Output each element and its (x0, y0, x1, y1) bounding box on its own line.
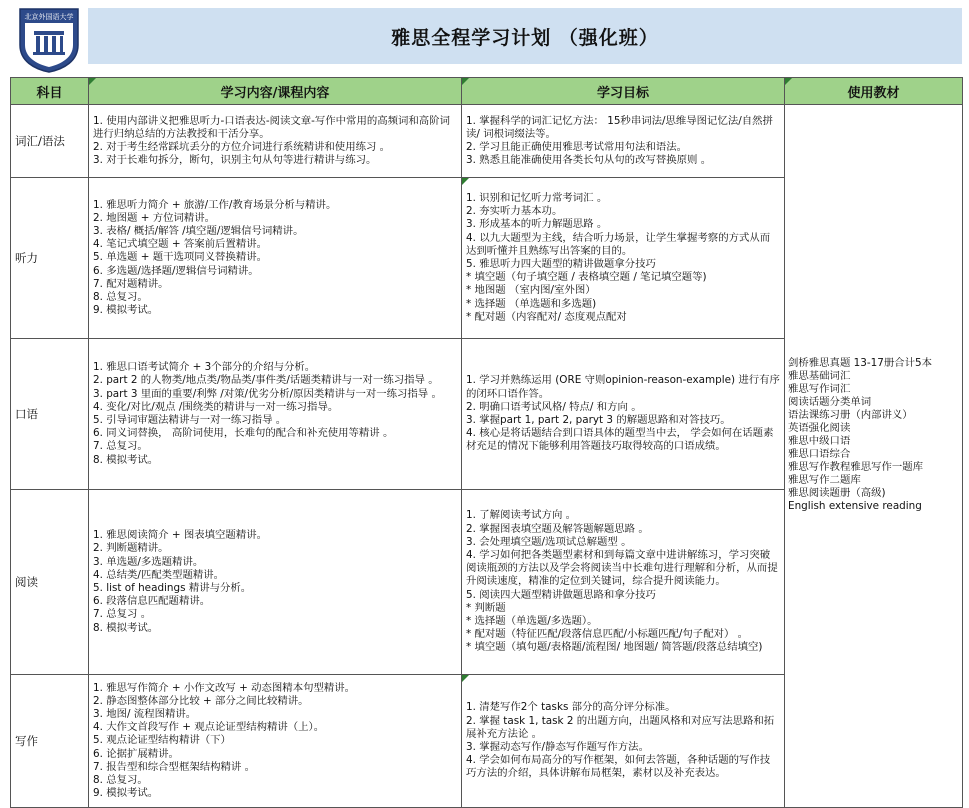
materials-cell (785, 105, 963, 808)
list-item: 4. 大作文首段写作 + 观点论证型结构精讲（上）。 (93, 721, 325, 734)
list-item: 3. 掌握动态写作/静态写作题写作方法。 (466, 741, 649, 753)
column-header-content: 学习内容/课程内容 (89, 78, 462, 105)
content-cell (89, 105, 462, 178)
cell-marker-icon (462, 78, 469, 85)
list-item: 雅思中级口语 (788, 435, 851, 447)
list-item: 8. 总复习。 (93, 291, 148, 303)
list-item: 7. 报告型和综合型框架结构精讲 。 (93, 760, 255, 773)
list-item: 3. 表格/ 概括/解答 /填空题/逻辑信号词精讲。 (93, 224, 304, 237)
content-cell (89, 178, 462, 339)
list-item: 2. 掌握图表填空题及解答题解题思路 。 (466, 522, 649, 535)
table-header-row (11, 78, 963, 105)
table-row (11, 105, 963, 178)
cell-marker-icon (89, 78, 96, 85)
list-item: 6. 论据扩展精讲。 (93, 747, 179, 760)
list-item: 8. 总复习。 (93, 774, 148, 786)
list-item: 5. 阅读四大题型精讲做题思路和拿分技巧 (466, 588, 656, 601)
list-item: 2. 静态图整体部分比较 + 部分之间比较精讲。 (93, 694, 309, 707)
list-item: 雅思阅读题册（高级) (788, 487, 886, 499)
list-item: * 地图题 （室内图/室外图） (466, 284, 596, 297)
list-item: 2. 夯实听力基本功。 (466, 205, 563, 218)
list-item: 6. 同义词替换， 高阶词使用，长难句的配合和补充使用等精讲 。 (93, 427, 394, 440)
goals-cell (462, 339, 785, 490)
list-item: * 填空题（句子填空题 / 表格填空题 / 笔记填空题等) (466, 271, 707, 284)
subject-cell: 听力 (11, 178, 89, 339)
goals-cell (462, 490, 785, 675)
goals-cell (462, 178, 785, 339)
list-item: 5. 引导词审题法精讲与一对一练习指导 。 (93, 414, 287, 426)
list-item: 3. 地图/ 流程图精讲。 (93, 707, 197, 720)
list-item: 1. 掌握科学的词汇记忆方法： 15秒串词法/思维导图记忆法/自然拼读/ 词根词缀法等。 (466, 114, 773, 140)
list-item: 3. 对于长难句拆分，断句，识别主句从句等进行精讲与练习。 (93, 154, 377, 167)
list-item: 1. 雅思听力简介 + 旅游/工作/教育场景分析与精讲。 (93, 198, 337, 211)
materials-list (788, 357, 959, 513)
list-item: 1. 雅思口语考试简介 + 3个部分的介绍与分析。 (93, 361, 316, 374)
goals-cell (462, 105, 785, 178)
list-item: 雅思写作二题库 (788, 474, 861, 486)
list-item: 3. 掌握part 1, part 2, paryt 3 的解题思路和对答技巧。 (466, 414, 731, 426)
list-item: 雅思写作词汇 (788, 383, 851, 395)
cell-marker-icon (462, 675, 469, 682)
title-band (88, 8, 962, 64)
list-item: * 配对题（内容配对/ 态度观点配对 (466, 310, 627, 323)
list-item: 3. part 3 里面的重要/利弊 /对策/优劣分析/原因类精讲与一对一练习指导 。 (93, 387, 442, 400)
subject-cell: 阅读 (11, 490, 89, 675)
list-item: 雅思写作教程雅思写作一题库 (788, 461, 924, 473)
list-item: 9. 模拟考试。 (93, 787, 159, 800)
list-item: 1. 学习并熟练运用 (ORE 守则opinion-reason-example) 进行有序的闭环口语作答。 (466, 374, 780, 400)
list-item: 3. 熟悉且能准确使用各类长句从句的改写替换原则 。 (466, 154, 712, 167)
list-item: 1. 了解阅读考试方向 。 (466, 509, 577, 522)
list-item: 2. part 2 的人物类/地点类/物品类/事件类/话题类精讲与一对一练习指导 。 (93, 374, 439, 387)
cell-marker-icon (785, 78, 792, 85)
list-item: 1. 雅思阅读简介 + 图表填空题精讲。 (93, 529, 267, 542)
column-header-goals: 学习目标 (462, 78, 785, 105)
study-plan-table (10, 77, 963, 808)
logo-text: 北京外国语大学 (24, 13, 74, 21)
list-item: 3. 单选题/多选题精讲。 (93, 555, 204, 568)
content-cell (89, 339, 462, 490)
column-header-subject: 科目 (11, 78, 89, 105)
list-item: * 选择题（单选题/多选题）。 (466, 615, 598, 627)
list-item: 8. 模拟考试。 (93, 453, 159, 466)
list-item: 4. 笔记式填空题 + 答案前后置精讲。 (93, 238, 267, 251)
list-item: 5. 观点论证型结构精讲（下） (93, 734, 231, 747)
list-item: 2. 对于考生经常踩坑丢分的方位介词进行系统精讲和使用练习 。 (93, 141, 391, 153)
list-item: 4. 学会如何布局高分的写作框架，如何去答题，各种话题的写作技巧方法的介绍，具体讲解布局框架，素材以及补充表达。 (466, 754, 771, 780)
page-title: 雅思全程学习计划 （强化班） (391, 26, 659, 49)
list-item: 4. 总结类/匹配类型题精讲。 (93, 568, 225, 581)
list-item: 8. 模拟考试。 (93, 621, 159, 634)
list-item: 雅思口语综合 (788, 448, 851, 460)
list-item: 2. 掌握 task 1, task 2 的出题方向，出题风格和对应写法思路和拓展补充方法论 。 (466, 714, 775, 740)
list-item: 3. 会处理填空题/选项试总解题型 。 (466, 535, 632, 548)
list-item: * 填空题（填句题/表格题/流程图/ 地图题/ 简答题/段落总结填空) (466, 641, 763, 654)
subject-cell: 词汇/语法 (11, 105, 89, 178)
content-cell (89, 675, 462, 808)
list-item: 3. 形成基本的听力解题思路 。 (466, 218, 608, 231)
list-item: 5. 单选题 + 题干选项同义替换精讲。 (93, 251, 267, 264)
list-item: 4. 核心是将话题结合到口语具体的题型当中去， 学会如何在话题素材充足的情况下能够利用答题技巧取得较高的口语成绩。 (466, 427, 774, 453)
column-header-materials: 使用教材 (785, 78, 963, 105)
list-item: 剑桥雅思真题 13-17册合计5本 (788, 357, 933, 369)
list-item: 英语强化阅读 (788, 422, 851, 434)
list-item: 7. 总复习。 (93, 440, 148, 453)
goals-cell (462, 675, 785, 808)
list-item: 9. 模拟考试。 (93, 304, 159, 317)
content-cell (89, 490, 462, 675)
cell-marker-icon (462, 178, 469, 185)
subject-cell: 口语 (11, 339, 89, 490)
list-item: English extensive reading (788, 500, 922, 512)
list-item: 1. 清楚写作2个 tasks 部分的高分评分标准。 (466, 701, 676, 714)
list-item: 2. 判断题精讲。 (93, 542, 169, 555)
list-item: 阅读话题分类单词 (788, 396, 872, 408)
list-item: 7. 配对题精讲。 (93, 277, 169, 290)
list-item: 4. 学习如何把各类题型素材和到每篇文章中进讲解练习，学习突破阅读瓶颈的方法以及学会将阅读当中长难句进行理解和分析，从而提升阅读速度，精准的定位到关键词，综合提升阅读能力。 (466, 548, 778, 588)
university-logo-icon (14, 5, 84, 73)
list-item: * 选择题 （单选题和多选题) (466, 297, 597, 310)
list-item: 2. 地图题 + 方位词精讲。 (93, 211, 216, 224)
list-item: 5. 雅思听力四大题型的精讲做题拿分技巧 (466, 258, 656, 270)
list-item: 1. 使用内部讲义把雅思听力-口语表达-阅读文章-写作中常用的高频词和高阶词进行归纳总结的方法教授和干活分享。 (93, 114, 450, 140)
list-item: 4. 以九大题型为主线，结合听力场景，让学生掌握考察的方式从而达到听懂并且熟练写出答案的目的。 (466, 231, 771, 257)
subject-cell: 写作 (11, 675, 89, 808)
list-item: 2. 学习且能正确使用雅思考试常用句法和语法。 (466, 141, 688, 153)
list-item: 1. 雅思写作简介 + 小作文改写 + 动态图精本句型精讲。 (93, 681, 356, 694)
list-item: * 判断题 (466, 601, 506, 614)
list-item: 6. 多选题/选择题/逻辑信号词精讲。 (93, 264, 259, 277)
list-item: 1. 识别和记忆听力常考词汇 。 (466, 191, 608, 204)
list-item: 7. 总复习 。 (93, 608, 152, 621)
header (0, 0, 969, 78)
list-item: 2. 明确口语考试风格/ 特点/ 和方向 。 (466, 400, 642, 413)
list-item: 6. 段落信息匹配题精讲。 (93, 595, 211, 608)
list-item: 5. list of headings 精讲与分析。 (93, 582, 252, 594)
list-item: * 配对题（特征匹配/段落信息匹配/小标题匹配/句子配对） 。 (466, 628, 749, 641)
list-item: 4. 变化/对比/观点 /围绕类的精讲与一对一练习指导。 (93, 400, 339, 413)
list-item: 语法课练习册（内部讲义） (788, 409, 913, 421)
list-item: 雅思基础词汇 (788, 370, 851, 382)
